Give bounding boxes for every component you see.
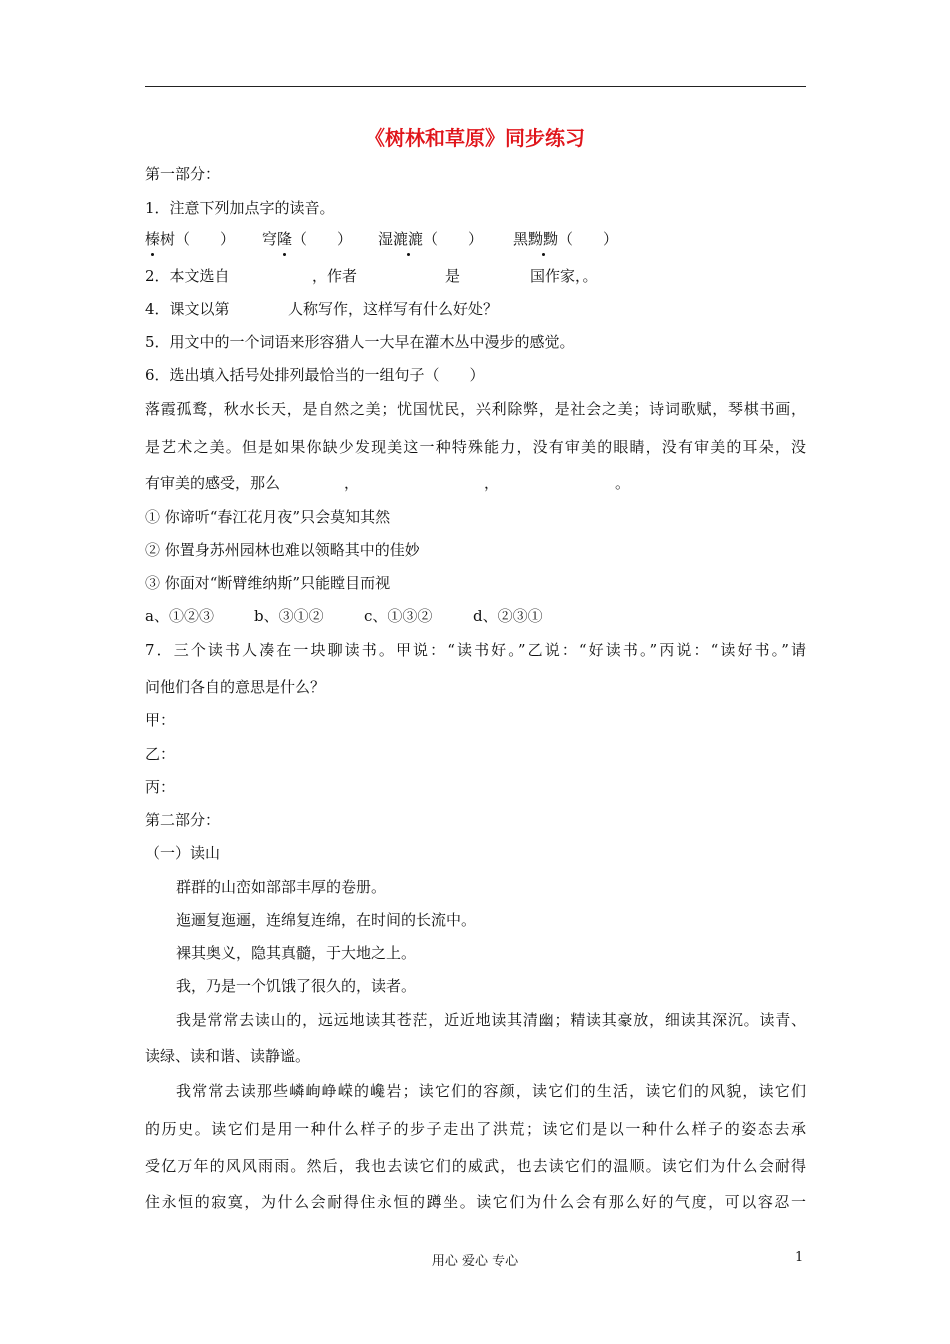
stanza-line: 迤逦复迤逦，连绵复连绵，在时间的长流中。 [176, 911, 477, 929]
answer-jia: 甲： [145, 711, 176, 729]
footer-motto: 用心 爱心 专心 [431, 1254, 519, 1269]
choice-b: b、③①② [254, 607, 324, 625]
page-title: 《树林和草原》同步练习 [365, 126, 585, 150]
paragraph-2-line: 的历史。读它们是用一种什么样子的步子走出了洪荒；读它们是以一种什么样子的姿态去承 [145, 1120, 806, 1138]
choice-c: c、①③② [364, 607, 433, 625]
page-number: 1 [795, 1250, 804, 1265]
paragraph-1-line: 我是常常去读山的，远远地读其苍茫，近近地读其清幽；精读其豪放，细读其深沉。读青、 [176, 1011, 806, 1029]
section-heading: （一）读山 [145, 844, 221, 862]
choice-d: d、②③① [473, 607, 543, 625]
stanza-line: 裸其奥义，隐其真髓，于大地之上。 [176, 944, 417, 962]
stanza-line: 我，乃是一个饥饿了很久的，读者。 [176, 977, 417, 995]
choice-a: a、①②③ [145, 607, 214, 625]
paragraph-2-line: 受亿万年的风风雨雨。然后，我也去读它们的威武，也去读它们的温顺。读它们为什么会耐得 [145, 1157, 806, 1175]
q1-item-4: 黑黝黝（ ） [513, 230, 619, 248]
q6-option-2: ② 你置身苏州园林也难以领略其中的佳妙 [145, 541, 420, 559]
dotted-chars: 漉漉 [393, 230, 424, 248]
question-1-items [145, 229, 806, 251]
q6-passage-end: 有审美的感受，那么 ， ， 。 [145, 474, 631, 492]
paragraph-2-line: 我常常去读那些嶙峋峥嵘的巉岩；读它们的容颜，读它们的生活，读它们的风貌，读它们 [176, 1082, 806, 1100]
question-4: 4．课文以第 人称写作，这样写有什么好处？ [145, 300, 499, 318]
header-rule [145, 86, 806, 87]
paragraph-1-line: 读绿、读和谐、读静谧。 [145, 1047, 311, 1065]
q1-item-2: 穹隆（ ） [262, 230, 353, 248]
q6-passage-line: 是艺术之美。但是如果你缺少发现美这一种特殊能力，没有审美的眼睛，没有审美的耳朵，没 [145, 438, 806, 456]
stanza-line: 群群的山峦如部部丰厚的卷册。 [176, 878, 387, 896]
question-7-cont: 问他们各自的意思是什么？ [145, 678, 326, 696]
question-1: 1．注意下列加点字的读音。 [145, 199, 335, 217]
answer-bing: 丙： [145, 778, 176, 796]
part1-heading: 第一部分： [145, 165, 221, 183]
q6-choices [145, 606, 806, 628]
dotted-char: 隆 [277, 230, 293, 248]
question-5: 5．用文中的一个词语来形容猎人一大早在灌木丛中漫步的感觉。 [145, 333, 575, 351]
question-7: 7．三个读书人凑在一块聊读书。甲说：“读书好。”乙说：“好读书。”丙说：“读好书。”请 [145, 641, 806, 659]
part2-heading: 第二部分： [145, 811, 221, 829]
question-6: 6．选出填入括号处排列最恰当的一组句子（ ） [145, 366, 485, 384]
q1-item-3: 湿漉漉（ ） [378, 230, 484, 248]
q6-passage-line: 落霞孤鹜，秋水长天，是自然之美；忧国忧民，兴利除弊，是社会之美；诗词歌赋，琴棋书画， [145, 400, 806, 418]
dotted-chars: 黝黝 [528, 230, 559, 248]
paragraph-2-line: 住永恒的寂寞，为什么会耐得住永恒的蹲坐。读它们为什么会有那么好的气度，可以容忍一 [145, 1193, 806, 1211]
q6-option-1: ① 你谛听“春江花月夜”只会莫知其然 [145, 508, 391, 526]
q6-option-3: ③ 你面对“断臂维纳斯”只能瞠目而视 [145, 574, 391, 592]
dotted-char: 榛 [145, 230, 161, 248]
answer-yi: 乙： [145, 745, 176, 763]
question-2: 2．本文选自 ，作者 是 国作家，。 [145, 267, 598, 285]
q1-item-1: 榛树（ ） [145, 230, 236, 248]
